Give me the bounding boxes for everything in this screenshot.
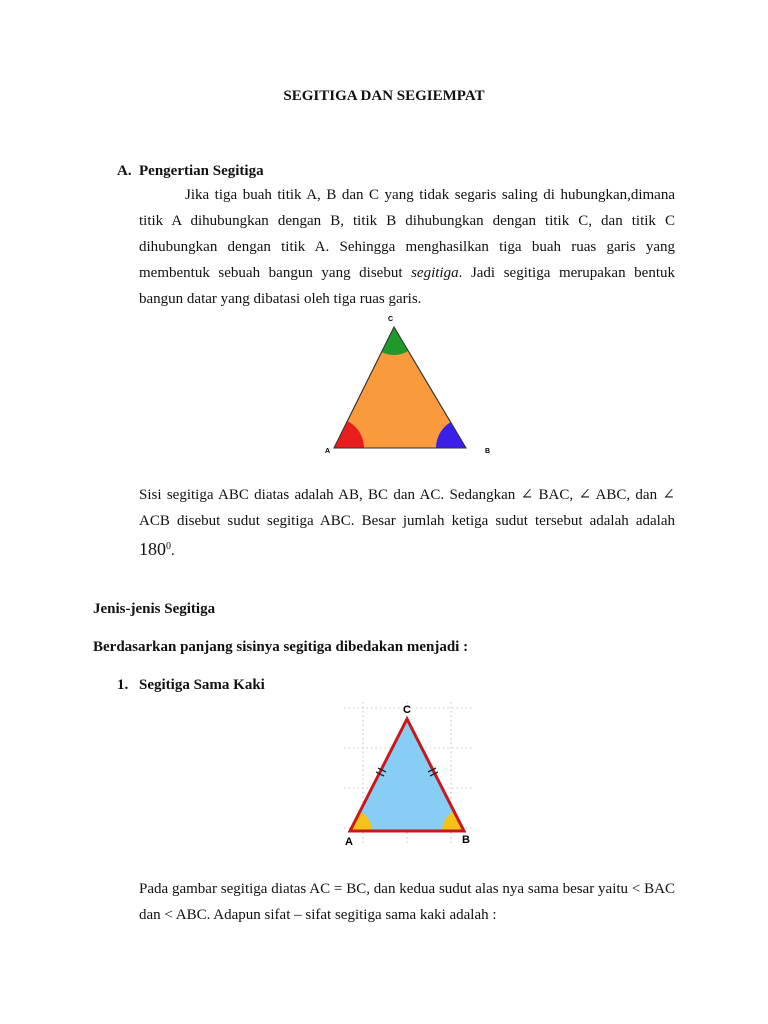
paragraph-angles: [139, 482, 675, 564]
isosceles-triangle-body: [350, 719, 464, 831]
vertex-label-b: B: [462, 834, 470, 846]
vertex-label-b: B: [485, 448, 491, 455]
triangle-abc-figure: [318, 310, 498, 460]
section-a-marker: A.: [117, 163, 132, 179]
angle-sum-value: 180: [139, 539, 166, 559]
jenis-heading: Jenis-jenis Segitiga: [93, 601, 216, 617]
angle-sum-degree: 0: [166, 541, 171, 552]
angle-c-arc: [366, 310, 422, 355]
isosceles-triangle-figure: [338, 698, 480, 850]
berdasarkan-heading: Berdasarkan panjang sisinya segitiga dibedakan menjadi :: [93, 639, 469, 655]
section-a-heading: Pengertian Segitiga: [139, 163, 264, 179]
paragraph-definition: [139, 182, 675, 312]
vertex-label-c: C: [403, 704, 411, 716]
item-1-marker: 1.: [117, 677, 129, 693]
vertex-label-c: C: [388, 316, 394, 323]
paragraph-definition-part2: . Jadi segitiga merupakan bentuk bangun datar yang dibatasi oleh tiga ruas garis.: [139, 265, 675, 307]
page-title: SEGITIGA DAN SEGIEMPAT: [283, 88, 485, 104]
vertex-label-a: A: [345, 836, 353, 848]
paragraph-definition-part1: Jika tiga buah titik A, B dan C yang tidak segaris saling di hubungkan,dimana titik A dihubungkan dengan B, titik B dihubungkan dengan titik C, dan titik C dihubungkan dengan titik A. Sehingga menghasilkan tiga buah ruas garis yang membentuk sebuah bangun yang disebut: [139, 187, 675, 281]
item-1-heading: Segitiga Sama Kaki: [139, 677, 265, 693]
paragraph-isosceles: Pada gambar segitiga diatas AC = BC, dan kedua sudut alas nya sama besar yaitu < BAC dan < ABC. Adapun sifat – sifat segitiga sama kaki adalah :: [139, 881, 675, 923]
paragraph-angles-text: Sisi segitiga ABC diatas adalah AB, BC dan AC. Sedangkan ∠ BAC, ∠ ABC, dan ∠ ACB disebut sudut segitiga ABC. Besar jumlah ketiga sudut tersebut adalah adalah: [139, 487, 675, 529]
paragraph-angles-end: .: [171, 543, 175, 559]
paragraph-definition-italic: segitiga: [411, 265, 459, 281]
vertex-label-a: A: [325, 448, 331, 455]
